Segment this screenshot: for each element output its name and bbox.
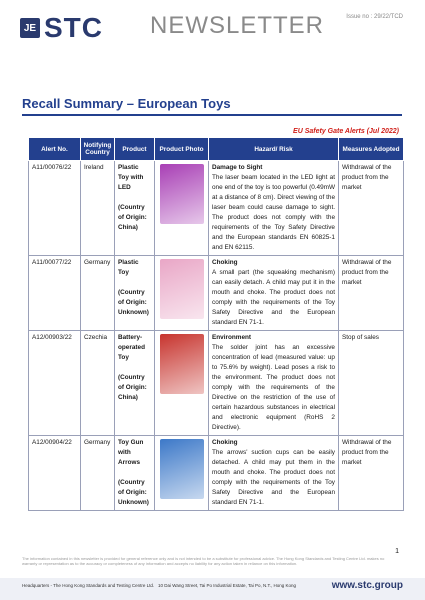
product-name: Toy Gun with Arrows — [118, 439, 144, 466]
hazard-cell — [209, 256, 339, 331]
product-cell — [115, 436, 155, 511]
product-name: Battery-operated Toy — [118, 334, 145, 361]
newsletter-title: NEWSLETTER — [150, 12, 325, 39]
alert-number: A11/00077/22 — [29, 256, 81, 331]
recall-table — [28, 137, 404, 511]
country-of-origin: (Country of Origin: Unknown) — [118, 289, 149, 316]
product-photo — [160, 334, 204, 394]
product-photo-cell — [155, 436, 209, 511]
hazard-description: A small part (the squeaking mechanism) can easily detach. A child may put it in the mouth and choke. The product does not comply with the requirements of the Toy Safety Directive and the European standard EN 71-1. — [212, 269, 335, 326]
hazard-cell — [209, 161, 339, 256]
country-of-origin: (Country of Origin: China) — [118, 204, 147, 231]
notifying-country: Ireland — [81, 161, 115, 256]
country-of-origin: (Country of Origin: Unknown) — [118, 479, 149, 506]
issue-number: Issue no : 29/22/TCD — [346, 14, 403, 20]
alert-number: A11/00076/22 — [29, 161, 81, 256]
stc-logo — [20, 14, 103, 42]
table-row — [29, 331, 404, 436]
header-product: Product — [115, 138, 155, 161]
logo-mark: JE — [20, 18, 40, 38]
header-alert-no: Alert No. — [29, 138, 81, 161]
header-hazard-risk: Hazard/ Risk — [209, 138, 339, 161]
notifying-country: Czechia — [81, 331, 115, 436]
header-product-photo: Product Photo — [155, 138, 209, 161]
hazard-title: Choking — [212, 259, 238, 266]
product-photo — [160, 164, 204, 224]
table-row — [29, 436, 404, 511]
hazard-cell — [209, 436, 339, 511]
disclaimer: The information contained in this newsletter is provided for general reference only and is not intended to be a substitute for professional advice. The Hong Kong Standards and Testing Centre Ltd. makes no warranty or representation as to the accuracy or completeness of any information and accepts no liability for any action taken in reliance on this information. — [22, 556, 385, 566]
footer-address: 10 Dai Wang Street, Tai Po Industrial Estate, Tai Po, N.T., Hong Kong — [158, 583, 296, 588]
alerts-label: EU Safety Gate Alerts (Jul 2022) — [293, 128, 399, 135]
alert-number: A12/00903/22 — [29, 331, 81, 436]
product-cell — [115, 161, 155, 256]
hazard-description: The laser beam located in the LED light at one end of the toy is too powerful (0.49mW at a distance of 8 cm). Direct viewing of the laser beam could cause damage to sight. The product does not comply with the requirements of the Toy Safety Directive and the European standards EN 60825-1 and EN 62115. — [212, 174, 335, 251]
table-header-row — [29, 138, 404, 161]
product-photo — [160, 439, 204, 499]
page-number: 1 — [395, 548, 399, 555]
header-notifying-country: Notifying Country — [81, 138, 115, 161]
page-header — [0, 0, 425, 62]
product-photo-cell — [155, 161, 209, 256]
notifying-country: Germany — [81, 436, 115, 511]
section-title: Recall Summary – European Toys — [22, 96, 231, 111]
measures-adopted: Withdrawal of the product from the market — [339, 256, 404, 331]
hazard-title: Environment — [212, 334, 252, 341]
product-photo-cell — [155, 256, 209, 331]
notifying-country: Germany — [81, 256, 115, 331]
product-photo-cell — [155, 331, 209, 436]
logo-text: STC — [44, 12, 103, 43]
product-cell — [115, 256, 155, 331]
hazard-title: Choking — [212, 439, 238, 446]
hazard-title: Damage to Sight — [212, 164, 263, 171]
website-link[interactable]: www.stc.group — [331, 580, 403, 591]
title-divider — [22, 114, 402, 116]
footer-hq: Headquarters - The Hong Kong Standards and Testing Centre Ltd. — [22, 583, 155, 588]
product-name: Plastic Toy with LED — [118, 164, 144, 191]
measures-adopted: Withdrawal of the product from the market — [339, 436, 404, 511]
hazard-cell — [209, 331, 339, 436]
header-measures: Measures Adopted — [339, 138, 404, 161]
hazard-description: The arrows' suction cups can be easily detached. A child may put them in the mouth and choke. The product does not comply with the requirements of the Toy Safety Directive and the European standard EN 71-1. — [212, 449, 335, 506]
table-row — [29, 256, 404, 331]
measures-adopted: Withdrawal of the product from the market — [339, 161, 404, 256]
measures-adopted: Stop of sales — [339, 331, 404, 436]
product-name: Plastic Toy — [118, 259, 139, 276]
alert-number: A12/00904/22 — [29, 436, 81, 511]
hazard-description: The solder joint has an excessive concentration of lead (measured value: up to 75.6% by weight). Lead poses a risk to the environment. The product does not comply with the requirements of the Directive on the restriction of the use of certain hazardous substances in electrical and electronic equipment (RoHS 2 Directive). — [212, 344, 335, 431]
country-of-origin: (Country of Origin: China) — [118, 374, 147, 401]
product-photo — [160, 259, 204, 319]
product-cell — [115, 331, 155, 436]
table-row — [29, 161, 404, 256]
